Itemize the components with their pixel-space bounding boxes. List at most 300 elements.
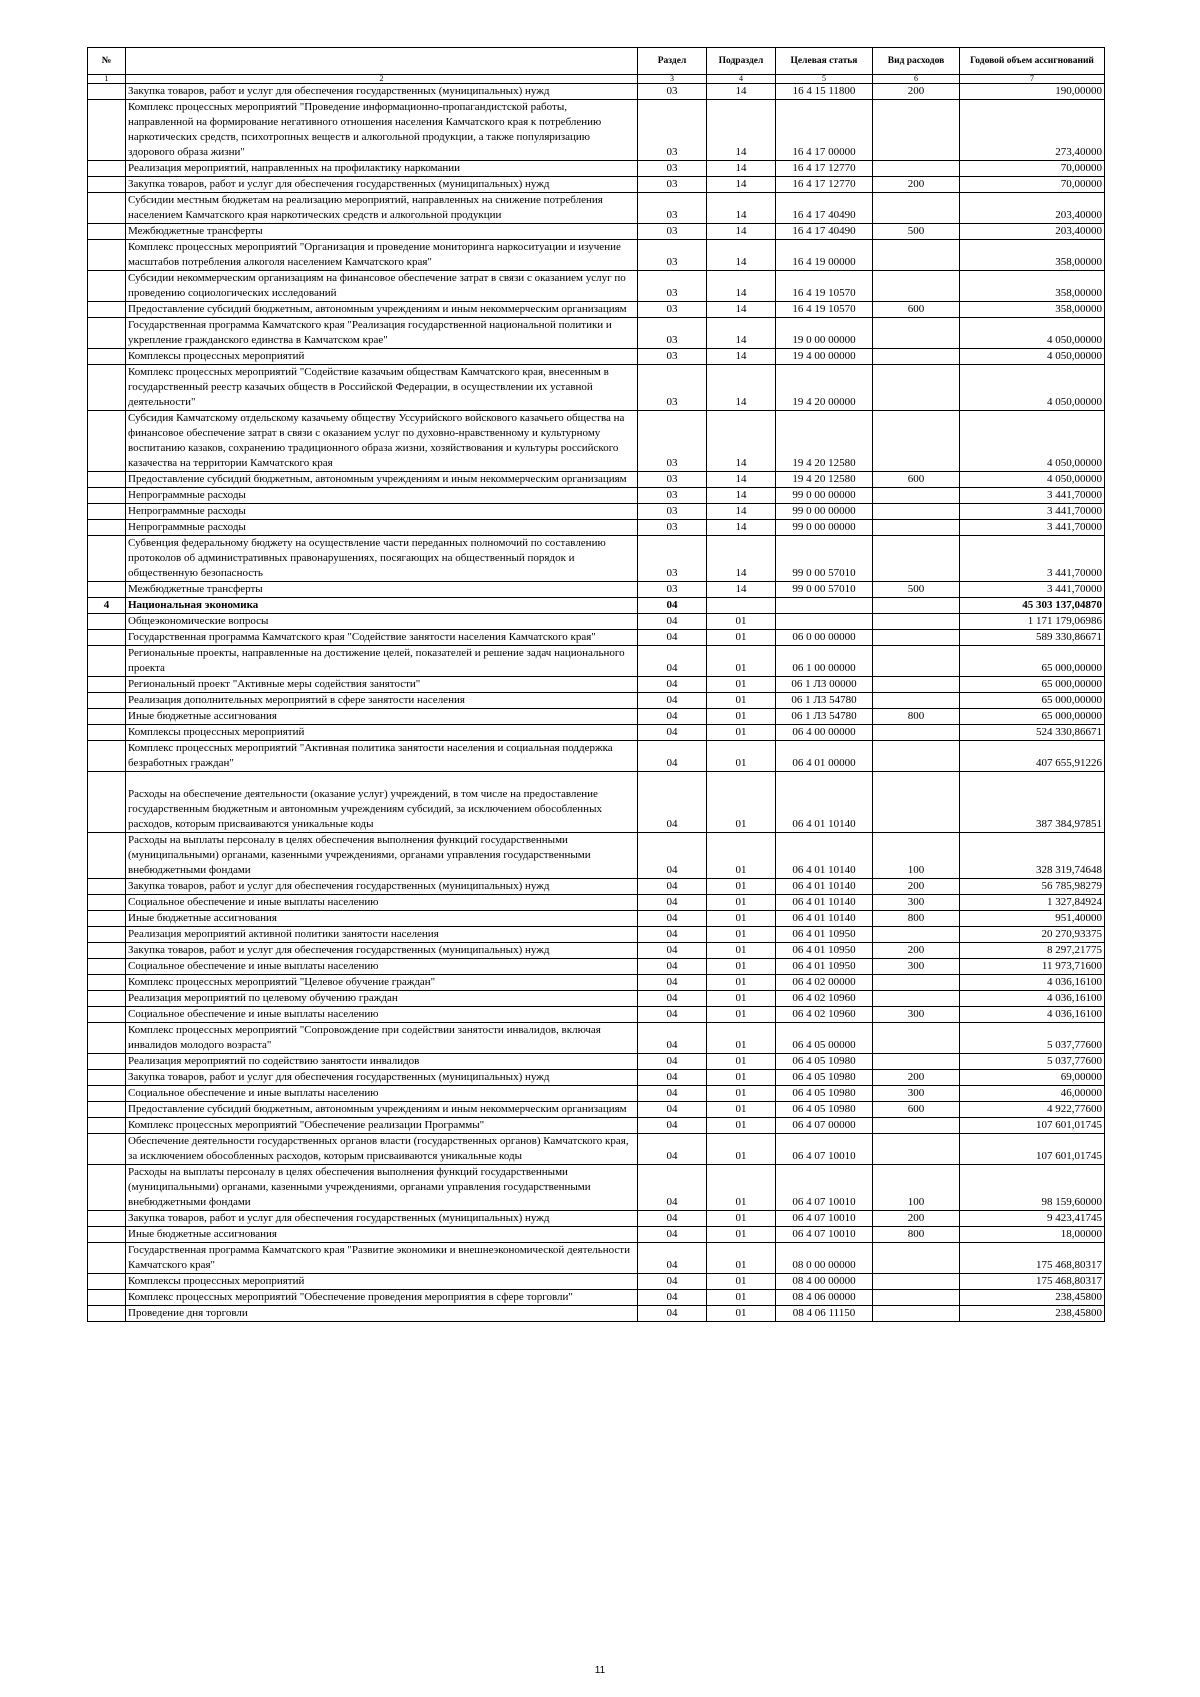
row-expense-type-cell xyxy=(873,536,960,582)
row-article-cell: 08 4 00 00000 xyxy=(776,1274,873,1290)
row-amount-cell: 358,00000 xyxy=(960,271,1105,302)
header-podrazdel: Подраздел xyxy=(707,48,776,75)
row-number-cell xyxy=(88,741,126,772)
row-number-cell xyxy=(88,895,126,911)
row-amount-cell: 3 441,70000 xyxy=(960,582,1105,598)
row-podrazdel-cell xyxy=(707,598,776,614)
row-number-cell xyxy=(88,1102,126,1118)
row-name-cell: Субсидия Камчатскому отдельскому казачьему обществу Уссурийского войскового казачьего общества на финансовое обеспечение затрат в связи с оказанием услуг по духовно-нравственному и культурному воспитанию казаков, сохранению традиционного образа жизни, хозяйствования и культуры российского казачества на территории Камчатского края xyxy=(126,411,638,472)
row-razdel-cell: 03 xyxy=(638,161,707,177)
row-razdel-cell: 03 xyxy=(638,536,707,582)
row-amount-cell: 175 468,80317 xyxy=(960,1243,1105,1274)
row-expense-type-cell xyxy=(873,504,960,520)
row-amount-cell: 5 037,77600 xyxy=(960,1023,1105,1054)
row-number-cell xyxy=(88,240,126,271)
row-amount-cell: 3 441,70000 xyxy=(960,504,1105,520)
header-row xyxy=(88,48,1105,75)
row-article-cell: 08 0 00 00000 xyxy=(776,1243,873,1274)
row-podrazdel-cell: 14 xyxy=(707,84,776,100)
row-amount-cell: 238,45800 xyxy=(960,1306,1105,1322)
row-number-cell xyxy=(88,411,126,472)
table-row xyxy=(88,1306,1105,1322)
row-article-cell: 06 4 05 10980 xyxy=(776,1086,873,1102)
row-name-cell: Комплексы процессных мероприятий xyxy=(126,725,638,741)
table-row xyxy=(88,991,1105,1007)
row-amount-cell: 70,00000 xyxy=(960,161,1105,177)
row-name-cell: Реализация мероприятий активной политики занятости населения xyxy=(126,927,638,943)
table-row xyxy=(88,302,1105,318)
row-expense-type-cell xyxy=(873,520,960,536)
row-name-cell: Закупка товаров, работ и услуг для обеспечения государственных (муниципальных) нужд xyxy=(126,943,638,959)
row-name-cell: Закупка товаров, работ и услуг для обеспечения государственных (муниципальных) нужд xyxy=(126,1211,638,1227)
row-amount-cell: 4 036,16100 xyxy=(960,975,1105,991)
row-article-cell: 06 4 07 10010 xyxy=(776,1134,873,1165)
table-row xyxy=(88,693,1105,709)
row-name-cell: Национальная экономика xyxy=(126,598,638,614)
row-razdel-cell: 04 xyxy=(638,943,707,959)
row-name-cell: Расходы на выплаты персоналу в целях обеспечения выполнения функций государственными (муниципальными) органами, казенными учреждениями, органами управления государственными внебюджетными фондами xyxy=(126,1165,638,1211)
row-amount-cell: 20 270,93375 xyxy=(960,927,1105,943)
row-name-cell: Предоставление субсидий бюджетным, автономным учреждениям и иным некоммерческим организациям xyxy=(126,1102,638,1118)
table-row xyxy=(88,1102,1105,1118)
row-article-cell: 06 4 01 10140 xyxy=(776,895,873,911)
row-number-cell xyxy=(88,177,126,193)
row-expense-type-cell: 200 xyxy=(873,177,960,193)
row-article-cell: 06 1 00 00000 xyxy=(776,646,873,677)
row-article-cell: 06 4 00 00000 xyxy=(776,725,873,741)
page-number: 11 xyxy=(594,1665,606,1676)
row-number-cell xyxy=(88,1274,126,1290)
row-razdel-cell: 04 xyxy=(638,927,707,943)
row-expense-type-cell: 800 xyxy=(873,709,960,725)
row-number-cell xyxy=(88,677,126,693)
row-number-cell xyxy=(88,833,126,879)
table-row xyxy=(88,1118,1105,1134)
row-expense-type-cell: 300 xyxy=(873,1007,960,1023)
row-podrazdel-cell: 01 xyxy=(707,646,776,677)
row-razdel-cell: 04 xyxy=(638,677,707,693)
row-number-cell xyxy=(88,1023,126,1054)
row-expense-type-cell xyxy=(873,349,960,365)
table-row xyxy=(88,411,1105,472)
row-article-cell: 99 0 00 00000 xyxy=(776,504,873,520)
row-podrazdel-cell: 01 xyxy=(707,943,776,959)
row-amount-cell: 3 441,70000 xyxy=(960,488,1105,504)
row-amount-cell: 46,00000 xyxy=(960,1086,1105,1102)
row-podrazdel-cell: 01 xyxy=(707,975,776,991)
row-amount-cell: 4 036,16100 xyxy=(960,991,1105,1007)
row-podrazdel-cell: 01 xyxy=(707,879,776,895)
row-name-cell: Комплекс процессных мероприятий "Проведение информационно-пропагандистской работы, направленной на формирование негативного отношения населения Камчатского края к потреблению наркотических средств, психотропных веществ и алкогольной продукции, а также популяризацию здорового образа жизни" xyxy=(126,100,638,161)
row-name-cell: Социальное обеспечение и иные выплаты населению xyxy=(126,1007,638,1023)
row-article-cell: 06 4 05 10980 xyxy=(776,1070,873,1086)
row-article-cell: 06 4 07 10010 xyxy=(776,1211,873,1227)
table-row xyxy=(88,240,1105,271)
row-article-cell: 06 4 07 10010 xyxy=(776,1227,873,1243)
row-podrazdel-cell: 14 xyxy=(707,240,776,271)
row-expense-type-cell xyxy=(873,411,960,472)
row-name-cell: Реализация мероприятий по содействию занятости инвалидов xyxy=(126,1054,638,1070)
table-body xyxy=(88,84,1105,1322)
table-row xyxy=(88,536,1105,582)
row-expense-type-cell xyxy=(873,646,960,677)
row-razdel-cell: 03 xyxy=(638,302,707,318)
row-podrazdel-cell: 14 xyxy=(707,520,776,536)
row-razdel-cell: 04 xyxy=(638,725,707,741)
row-podrazdel-cell: 14 xyxy=(707,365,776,411)
row-name-cell: Закупка товаров, работ и услуг для обеспечения государственных (муниципальных) нужд xyxy=(126,879,638,895)
row-article-cell: 16 4 19 00000 xyxy=(776,240,873,271)
row-podrazdel-cell: 14 xyxy=(707,318,776,349)
row-name-cell: Региональные проекты, направленные на достижение целей, показателей и решение задач национального проекта xyxy=(126,646,638,677)
row-podrazdel-cell: 01 xyxy=(707,1134,776,1165)
row-number-cell xyxy=(88,365,126,411)
row-expense-type-cell xyxy=(873,100,960,161)
row-name-cell: Закупка товаров, работ и услуг для обеспечения государственных (муниципальных) нужд xyxy=(126,177,638,193)
table-row xyxy=(88,772,1105,833)
row-razdel-cell: 04 xyxy=(638,630,707,646)
row-name-cell: Комплекс процессных мероприятий "Обеспечение проведения мероприятия в сфере торговли" xyxy=(126,1290,638,1306)
row-article-cell: 06 4 01 10950 xyxy=(776,943,873,959)
row-article-cell: 06 4 01 10140 xyxy=(776,879,873,895)
row-razdel-cell: 04 xyxy=(638,1102,707,1118)
row-expense-type-cell xyxy=(873,271,960,302)
table-row xyxy=(88,895,1105,911)
row-article-cell: 19 4 00 00000 xyxy=(776,349,873,365)
row-article-cell xyxy=(776,614,873,630)
row-amount-cell: 69,00000 xyxy=(960,1070,1105,1086)
row-name-cell: Расходы на обеспечение деятельности (оказание услуг) учреждений, в том числе на предоставление государственным бюджетным и автономным учреждениям субсидий, за исключением обособленных расходов, которым присваиваются уникальные коды xyxy=(126,772,638,833)
row-expense-type-cell: 200 xyxy=(873,879,960,895)
row-podrazdel-cell: 01 xyxy=(707,1243,776,1274)
row-expense-type-cell: 800 xyxy=(873,911,960,927)
row-number-cell xyxy=(88,975,126,991)
row-article-cell: 06 4 07 10010 xyxy=(776,1165,873,1211)
table-row xyxy=(88,224,1105,240)
row-razdel-cell: 04 xyxy=(638,1227,707,1243)
table-row xyxy=(88,833,1105,879)
row-podrazdel-cell: 14 xyxy=(707,536,776,582)
row-razdel-cell: 04 xyxy=(638,975,707,991)
table-row xyxy=(88,1290,1105,1306)
row-podrazdel-cell: 14 xyxy=(707,504,776,520)
row-expense-type-cell xyxy=(873,1054,960,1070)
row-podrazdel-cell: 01 xyxy=(707,693,776,709)
row-article-cell: 06 4 02 10960 xyxy=(776,991,873,1007)
row-number-cell xyxy=(88,1211,126,1227)
row-podrazdel-cell: 14 xyxy=(707,488,776,504)
row-article-cell: 08 4 06 00000 xyxy=(776,1290,873,1306)
table-row xyxy=(88,598,1105,614)
row-razdel-cell: 03 xyxy=(638,472,707,488)
row-razdel-cell: 04 xyxy=(638,895,707,911)
row-number-cell xyxy=(88,1306,126,1322)
row-article-cell: 06 4 05 10980 xyxy=(776,1102,873,1118)
row-razdel-cell: 04 xyxy=(638,833,707,879)
row-amount-cell: 1 171 179,06986 xyxy=(960,614,1105,630)
column-number: 2 xyxy=(126,75,638,84)
row-podrazdel-cell: 01 xyxy=(707,1306,776,1322)
row-expense-type-cell xyxy=(873,975,960,991)
row-razdel-cell: 04 xyxy=(638,1086,707,1102)
row-podrazdel-cell: 01 xyxy=(707,1211,776,1227)
row-expense-type-cell xyxy=(873,240,960,271)
row-expense-type-cell xyxy=(873,677,960,693)
row-article-cell: 06 4 01 10950 xyxy=(776,959,873,975)
table-row xyxy=(88,318,1105,349)
row-amount-cell: 11 973,71600 xyxy=(960,959,1105,975)
table-row xyxy=(88,741,1105,772)
row-podrazdel-cell: 01 xyxy=(707,772,776,833)
row-number-cell xyxy=(88,709,126,725)
row-article-cell: 16 4 17 40490 xyxy=(776,224,873,240)
row-article-cell: 16 4 17 12770 xyxy=(776,161,873,177)
row-name-cell: Комплекс процессных мероприятий "Активная политика занятости населения и социальная поддержка безработных граждан" xyxy=(126,741,638,772)
row-podrazdel-cell: 14 xyxy=(707,161,776,177)
table-row xyxy=(88,1243,1105,1274)
row-name-cell: Региональный проект "Активные меры содействия занятости" xyxy=(126,677,638,693)
table-row xyxy=(88,1134,1105,1165)
table-row xyxy=(88,520,1105,536)
row-article-cell: 99 0 00 57010 xyxy=(776,582,873,598)
row-article-cell: 99 0 00 00000 xyxy=(776,488,873,504)
row-article-cell: 19 4 20 12580 xyxy=(776,472,873,488)
row-name-cell: Комплекс процессных мероприятий "Содействие казачьим обществам Камчатского края, внесенным в государственный реестр казачьих обществ в Российской Федерации, в осуществлении их уставной деятельности" xyxy=(126,365,638,411)
row-amount-cell: 45 303 137,04870 xyxy=(960,598,1105,614)
row-name-cell: Социальное обеспечение и иные выплаты населению xyxy=(126,895,638,911)
row-number-cell xyxy=(88,1134,126,1165)
row-number-cell xyxy=(88,536,126,582)
row-name-cell: Государственная программа Камчатского края "Реализация государственной национальной политики и укрепление гражданского единства в Камчатском крае" xyxy=(126,318,638,349)
row-expense-type-cell xyxy=(873,193,960,224)
table-row xyxy=(88,725,1105,741)
row-expense-type-cell: 200 xyxy=(873,84,960,100)
row-razdel-cell: 04 xyxy=(638,959,707,975)
row-article-cell xyxy=(776,598,873,614)
row-number-cell xyxy=(88,879,126,895)
header-target-article: Целевая статья xyxy=(776,48,873,75)
row-number-cell xyxy=(88,630,126,646)
row-podrazdel-cell: 01 xyxy=(707,1274,776,1290)
row-razdel-cell: 03 xyxy=(638,411,707,472)
row-amount-cell: 524 330,86671 xyxy=(960,725,1105,741)
row-number-cell: 4 xyxy=(88,598,126,614)
row-amount-cell: 1 327,84924 xyxy=(960,895,1105,911)
row-expense-type-cell: 500 xyxy=(873,582,960,598)
row-number-cell xyxy=(88,1243,126,1274)
table-row xyxy=(88,365,1105,411)
row-number-cell xyxy=(88,520,126,536)
row-expense-type-cell xyxy=(873,614,960,630)
row-podrazdel-cell: 14 xyxy=(707,193,776,224)
header-annual-amount: Годовой объем ассигнований xyxy=(960,48,1105,75)
row-amount-cell: 358,00000 xyxy=(960,302,1105,318)
row-amount-cell: 5 037,77600 xyxy=(960,1054,1105,1070)
row-podrazdel-cell: 14 xyxy=(707,472,776,488)
row-amount-cell: 4 036,16100 xyxy=(960,1007,1105,1023)
table-row xyxy=(88,1023,1105,1054)
row-podrazdel-cell: 01 xyxy=(707,1290,776,1306)
row-razdel-cell: 04 xyxy=(638,1054,707,1070)
table-row xyxy=(88,879,1105,895)
column-number: 6 xyxy=(873,75,960,84)
row-amount-cell: 65 000,00000 xyxy=(960,709,1105,725)
row-razdel-cell: 04 xyxy=(638,1118,707,1134)
row-amount-cell: 238,45800 xyxy=(960,1290,1105,1306)
table-row xyxy=(88,1086,1105,1102)
row-podrazdel-cell: 14 xyxy=(707,177,776,193)
row-article-cell: 16 4 17 12770 xyxy=(776,177,873,193)
row-podrazdel-cell: 01 xyxy=(707,959,776,975)
row-expense-type-cell: 600 xyxy=(873,302,960,318)
row-amount-cell: 65 000,00000 xyxy=(960,646,1105,677)
table-row xyxy=(88,349,1105,365)
table-row xyxy=(88,709,1105,725)
row-amount-cell: 273,40000 xyxy=(960,100,1105,161)
row-razdel-cell: 03 xyxy=(638,271,707,302)
row-podrazdel-cell: 01 xyxy=(707,895,776,911)
row-podrazdel-cell: 14 xyxy=(707,349,776,365)
row-amount-cell: 4 922,77600 xyxy=(960,1102,1105,1118)
row-name-cell: Межбюджетные трансферты xyxy=(126,582,638,598)
row-razdel-cell: 04 xyxy=(638,911,707,927)
row-article-cell: 06 1 Л3 54780 xyxy=(776,693,873,709)
row-razdel-cell: 03 xyxy=(638,349,707,365)
row-name-cell: Реализация дополнительных мероприятий в сфере занятости населения xyxy=(126,693,638,709)
row-number-cell xyxy=(88,646,126,677)
row-name-cell: Закупка товаров, работ и услуг для обеспечения государственных (муниципальных) нужд xyxy=(126,84,638,100)
row-podrazdel-cell: 01 xyxy=(707,911,776,927)
row-expense-type-cell: 100 xyxy=(873,833,960,879)
row-razdel-cell: 04 xyxy=(638,1165,707,1211)
row-amount-cell: 190,00000 xyxy=(960,84,1105,100)
row-amount-cell: 203,40000 xyxy=(960,193,1105,224)
row-expense-type-cell: 200 xyxy=(873,943,960,959)
row-amount-cell: 56 785,98279 xyxy=(960,879,1105,895)
row-amount-cell: 175 468,80317 xyxy=(960,1274,1105,1290)
row-amount-cell: 18,00000 xyxy=(960,1227,1105,1243)
row-razdel-cell: 03 xyxy=(638,177,707,193)
row-number-cell xyxy=(88,1054,126,1070)
row-podrazdel-cell: 14 xyxy=(707,302,776,318)
row-razdel-cell: 03 xyxy=(638,240,707,271)
row-article-cell: 06 4 05 00000 xyxy=(776,1023,873,1054)
row-number-cell xyxy=(88,911,126,927)
row-name-cell: Закупка товаров, работ и услуг для обеспечения государственных (муниципальных) нужд xyxy=(126,1070,638,1086)
row-podrazdel-cell: 01 xyxy=(707,614,776,630)
row-number-cell xyxy=(88,1007,126,1023)
table-row xyxy=(88,161,1105,177)
row-amount-cell: 203,40000 xyxy=(960,224,1105,240)
table-row xyxy=(88,630,1105,646)
row-name-cell: Непрограммные расходы xyxy=(126,488,638,504)
row-article-cell: 06 0 00 00000 xyxy=(776,630,873,646)
row-expense-type-cell xyxy=(873,741,960,772)
row-razdel-cell: 04 xyxy=(638,1243,707,1274)
row-expense-type-cell xyxy=(873,1118,960,1134)
row-podrazdel-cell: 01 xyxy=(707,1227,776,1243)
row-razdel-cell: 03 xyxy=(638,520,707,536)
row-podrazdel-cell: 01 xyxy=(707,991,776,1007)
row-name-cell: Комплекс процессных мероприятий "Обеспечение реализации Программы" xyxy=(126,1118,638,1134)
row-amount-cell: 65 000,00000 xyxy=(960,693,1105,709)
row-article-cell: 99 0 00 57010 xyxy=(776,536,873,582)
row-article-cell: 06 4 07 00000 xyxy=(776,1118,873,1134)
row-name-cell: Комплексы процессных мероприятий xyxy=(126,349,638,365)
row-podrazdel-cell: 01 xyxy=(707,1007,776,1023)
row-expense-type-cell: 800 xyxy=(873,1227,960,1243)
table-row xyxy=(88,193,1105,224)
row-article-cell: 99 0 00 00000 xyxy=(776,520,873,536)
row-number-cell xyxy=(88,488,126,504)
table-row xyxy=(88,975,1105,991)
row-amount-cell: 407 655,91226 xyxy=(960,741,1105,772)
column-number: 7 xyxy=(960,75,1105,84)
table-row xyxy=(88,1070,1105,1086)
row-number-cell xyxy=(88,161,126,177)
row-podrazdel-cell: 01 xyxy=(707,1165,776,1211)
row-article-cell: 06 4 01 10140 xyxy=(776,772,873,833)
row-razdel-cell: 03 xyxy=(638,84,707,100)
row-name-cell: Реализация мероприятий по целевому обучению граждан xyxy=(126,991,638,1007)
row-expense-type-cell xyxy=(873,488,960,504)
row-amount-cell: 589 330,86671 xyxy=(960,630,1105,646)
row-amount-cell: 4 050,00000 xyxy=(960,411,1105,472)
row-name-cell: Комплексы процессных мероприятий xyxy=(126,1274,638,1290)
row-podrazdel-cell: 14 xyxy=(707,411,776,472)
row-podrazdel-cell: 01 xyxy=(707,1054,776,1070)
table-row xyxy=(88,677,1105,693)
row-expense-type-cell xyxy=(873,1023,960,1054)
row-podrazdel-cell: 01 xyxy=(707,1086,776,1102)
row-number-cell xyxy=(88,193,126,224)
row-razdel-cell: 04 xyxy=(638,1274,707,1290)
row-expense-type-cell xyxy=(873,1306,960,1322)
row-razdel-cell: 03 xyxy=(638,318,707,349)
row-article-cell: 16 4 19 10570 xyxy=(776,302,873,318)
row-razdel-cell: 03 xyxy=(638,365,707,411)
row-razdel-cell: 04 xyxy=(638,991,707,1007)
row-expense-type-cell xyxy=(873,927,960,943)
column-number: 3 xyxy=(638,75,707,84)
table-row xyxy=(88,1165,1105,1211)
row-expense-type-cell: 600 xyxy=(873,1102,960,1118)
row-name-cell: Межбюджетные трансферты xyxy=(126,224,638,240)
row-article-cell: 19 4 20 12580 xyxy=(776,411,873,472)
row-podrazdel-cell: 14 xyxy=(707,224,776,240)
table-row xyxy=(88,100,1105,161)
row-number-cell xyxy=(88,927,126,943)
budget-table xyxy=(87,47,1105,1322)
row-expense-type-cell: 300 xyxy=(873,1086,960,1102)
row-expense-type-cell xyxy=(873,630,960,646)
row-amount-cell: 328 319,74648 xyxy=(960,833,1105,879)
row-name-cell: Реализация мероприятий, направленных на профилактику наркомании xyxy=(126,161,638,177)
header-name xyxy=(126,48,638,75)
row-expense-type-cell xyxy=(873,1274,960,1290)
row-article-cell: 16 4 19 10570 xyxy=(776,271,873,302)
table-row xyxy=(88,911,1105,927)
row-razdel-cell: 04 xyxy=(638,1306,707,1322)
table-row xyxy=(88,959,1105,975)
row-name-cell: Субвенция федеральному бюджету на осуществление части переданных полномочий по составлению протоколов об административных правонарушениях, посягающих на общественный порядок и общественную безопасность xyxy=(126,536,638,582)
row-razdel-cell: 04 xyxy=(638,879,707,895)
row-number-cell xyxy=(88,271,126,302)
row-amount-cell: 70,00000 xyxy=(960,177,1105,193)
row-podrazdel-cell: 14 xyxy=(707,271,776,302)
row-razdel-cell: 03 xyxy=(638,504,707,520)
table-row xyxy=(88,84,1105,100)
